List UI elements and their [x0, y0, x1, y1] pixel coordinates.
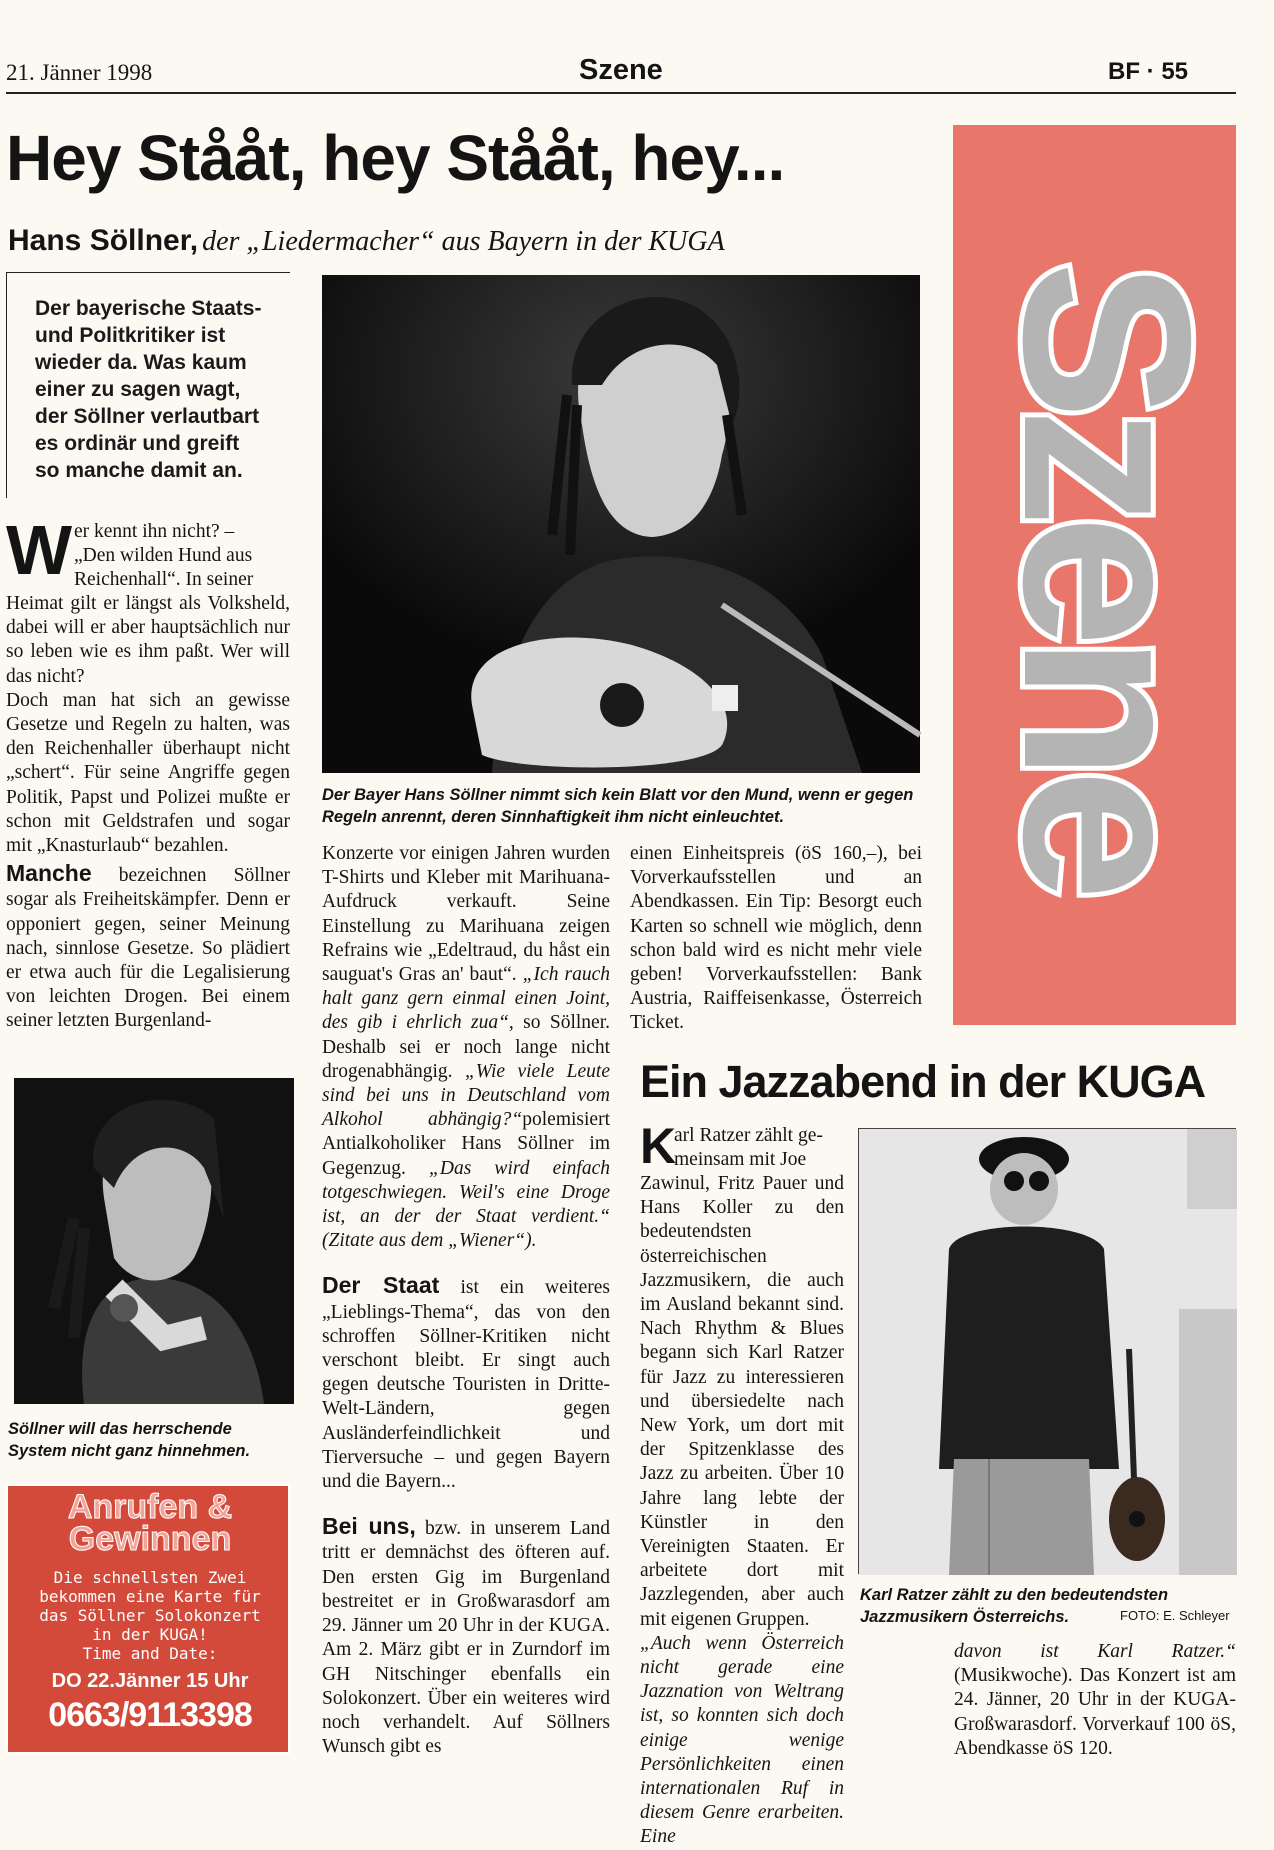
article1-column3: [630, 842, 922, 1032]
article2-column2: [954, 1640, 1236, 1760]
ad-title-line2: Gewinnen: [68, 1520, 232, 1558]
small-photo-caption: Söllner will das herrschende System nicht ganz hinnehmen.: [8, 1420, 251, 1460]
jazz-paragraph-1: Zawinul, Fritz Pauer und Hans Koller zu den bedeutendsten österreichischen Jazzmusikern, die auch im Ausland bekannt sind. Nach Rhythm & Blues begann sich Karl Ratzer für Jazz zu interessieren und übersiedelte nach New York, um dort mit der Spitzenklasse des Jazz zu arbeiten. Über 10 Jahre lang lebte der Künstler in den Vereinigten Staaten. Er arbeitete dort mit Jazzlegenden, aber auch mit eigenen Gruppen.: [640, 1173, 844, 1630]
page-header: [0, 50, 1236, 94]
article2-column1: [640, 1118, 844, 1848]
article-headline: Hey Stååt, hey Stååt, hey...: [6, 122, 785, 194]
jazz-photo-caption: Karl Ratzer zählt zu den bedeutendsten Jazzmusikern Österreichs.: [860, 1586, 1169, 1626]
article-subhead: [8, 224, 725, 258]
szene-side-banner: [953, 125, 1239, 1025]
ad-date-line: DO 22.Jänner 15 Uhr: [51, 1670, 249, 1692]
photo-soellner-small: [14, 1078, 294, 1404]
main-photo-caption: Der Bayer Hans Söllner nimmt sich kein Blatt vor den Mund, wenn er gegen Regeln anrennt, deren Sinnhaftigkeit ihm nicht einleuchtet.: [322, 786, 914, 826]
photo-karl-ratzer: [858, 1128, 1236, 1574]
call-and-win-ad: [6, 1484, 290, 1754]
subhead-text: der „Liedermacher“ aus Bayern in der KUGA: [202, 226, 725, 257]
photo-small-illustration: [14, 1078, 294, 1404]
dropcap-k: K: [640, 1118, 677, 1174]
jazz-photo-credit: FOTO: E. Schleyer: [1120, 1608, 1230, 1623]
photo-main-illustration: [322, 275, 920, 773]
dropcap-w: W: [6, 511, 73, 589]
szene-banner-lettering: [953, 125, 1239, 1025]
issue-date: 21. Jänner 1998: [6, 60, 153, 85]
k-dropcap-block: K arl Ratzer zählt ge- meinsam mit Joe: [640, 1118, 823, 1174]
jazz-paragraph-end: davon ist Karl Ratzer.“ (Musikwoche). Das Konzert ist am 24. Jänner, 20 Uhr in der KUGA-Großwarasdorf. Vorverkauf 100 öS, Abendkasse öS 120.: [954, 1641, 1236, 1759]
ad-phone-number[interactable]: 0663/9113398: [48, 1696, 252, 1734]
col1-paragraph-2: Doch man hat sich an gewisse Gesetze und Regeln zu halten, was den Reichenhaller überhaupt nicht „schert“. Für seine Angriffe gegen Politik, Papst und Polizei mußte er schon mit Geldstrafen und sogar mit „Knasturlaub“ bezahlen.: [6, 689, 290, 857]
dropcap-block: W er kennt ihn nicht? – „Den wilden Hund aus Reichenhall“. In seiner: [6, 511, 254, 591]
szene-banner-text: Szene: [974, 261, 1239, 889]
intro-text: Der bayerische Staats- und Politkritiker ist wieder da. Was kaum einer zu sagen wagt, der Söllner verlautbart es ordinär und greift so manche damit an.: [35, 297, 262, 482]
article1-column2: [322, 842, 610, 1758]
intro-box: [6, 272, 290, 498]
jazz-article-headline: Ein Jazzabend in der KUGA: [640, 1056, 1206, 1107]
section-name: Szene: [579, 54, 663, 86]
col2-paragraph-3: Bei uns, bzw. in unserem Land tritt er demnächst des öfteren auf. Den ersten Gig im Burgenland bestreitet er in Großwarasdorf am 29. Jänner um 20 Uhr in der KUGA. Am 2. März gibt er in Zurndorf im GH Nitschinger ebenfalls ein Solokonzert. Über ein weiteres wird noch verhandelt. Auf Söllners Wunsch gibt es: [322, 1513, 610, 1758]
col1-paragraph-3: Manche bezeichnen Söllner sogar als Freiheitskämpfer. Denn er opponiert gegen, seiner Meinung nach, sinnlose Gesetze. So plädiert er etwa auch für die Legalisierung von leichten Drogen. Bei einem seiner letzten Burgenland-: [6, 860, 290, 1032]
col1-paragraph-1: Heimat gilt er längst als Volksheld, dabei will er aber hauptsächlich nur so leben wie es ihm paßt. Wer will das nicht?: [6, 593, 290, 687]
subhead-name: Hans Söllner,: [8, 224, 199, 257]
photo-hans-soellner-guitar: [322, 275, 920, 773]
col2-paragraph-1: Konzerte vor einigen Jahren wurden T-Shirts und Kleber mit Marihuana-Aufdruck verkauft. Seine Einstellung zu Marihuana zeigen Refrains wie „Edeltraud, du håst ein sauguat's Gras an' baut“. „Ich rauch halt ganz gern einmal einen Joint, des gib i ehrlich zua“, so Söllner. Deshalb sei er noch lange nicht drogenabhängig. „Wie viele Leute sind bei uns in Deutschland vom Alkohol abhängig?“polemisiert Antialkoholiker Hans Söllner im Gegenzug. „Das wird einfach totgeschwiegen. Weil's eine Droge ist, an der der Staat verdient.“ (Zitate aus dem „Wiener“).: [322, 843, 610, 1252]
ad-text-block: Die schnellsten Zwei bekommen eine Karte für das Söllner Solokonzert in der KUGA! Time and Date:: [39, 1568, 261, 1663]
col3-paragraph-1: einen Einheitspreis (öS 160,–), bei Vorverkaufsstellen und an Abendkassen. Ein Tip: Besorgt euch Karten so schnell wie möglich, denn schon bald wird es nicht mehr viele geben! Vorverkaufsstellen: Bank Austria, Raiffeisenkasse, Österreich Ticket.: [630, 843, 922, 1034]
ad-title-line1: Anrufen &: [67, 1488, 233, 1526]
page-number: BF · 55: [1108, 58, 1189, 85]
article1-column1: [6, 511, 290, 1032]
col2-paragraph-2: Der Staat ist ein weiteres „Lieblings-Thema“, das von den schroffen Söllner-Kritiken nicht verschont bleibt. Er singt auch gegen deutsche Touristen in Dritte-Welt-Ländern, gegen Ausländerfeindlichkeit und Tierversuche – und gegen Bayern und die Bayern...: [322, 1272, 610, 1493]
jazz-quote: „Auch wenn Österreich nicht gerade eine Jazznation von Weltrang ist, so konnten sich doch einige wenige Persönlichkeiten einen internationalen Ruf in diesem Genre erarbeiten. Eine: [640, 1632, 844, 1848]
jazz-photo-illustration: [859, 1129, 1237, 1575]
header-rule: [6, 92, 1236, 94]
